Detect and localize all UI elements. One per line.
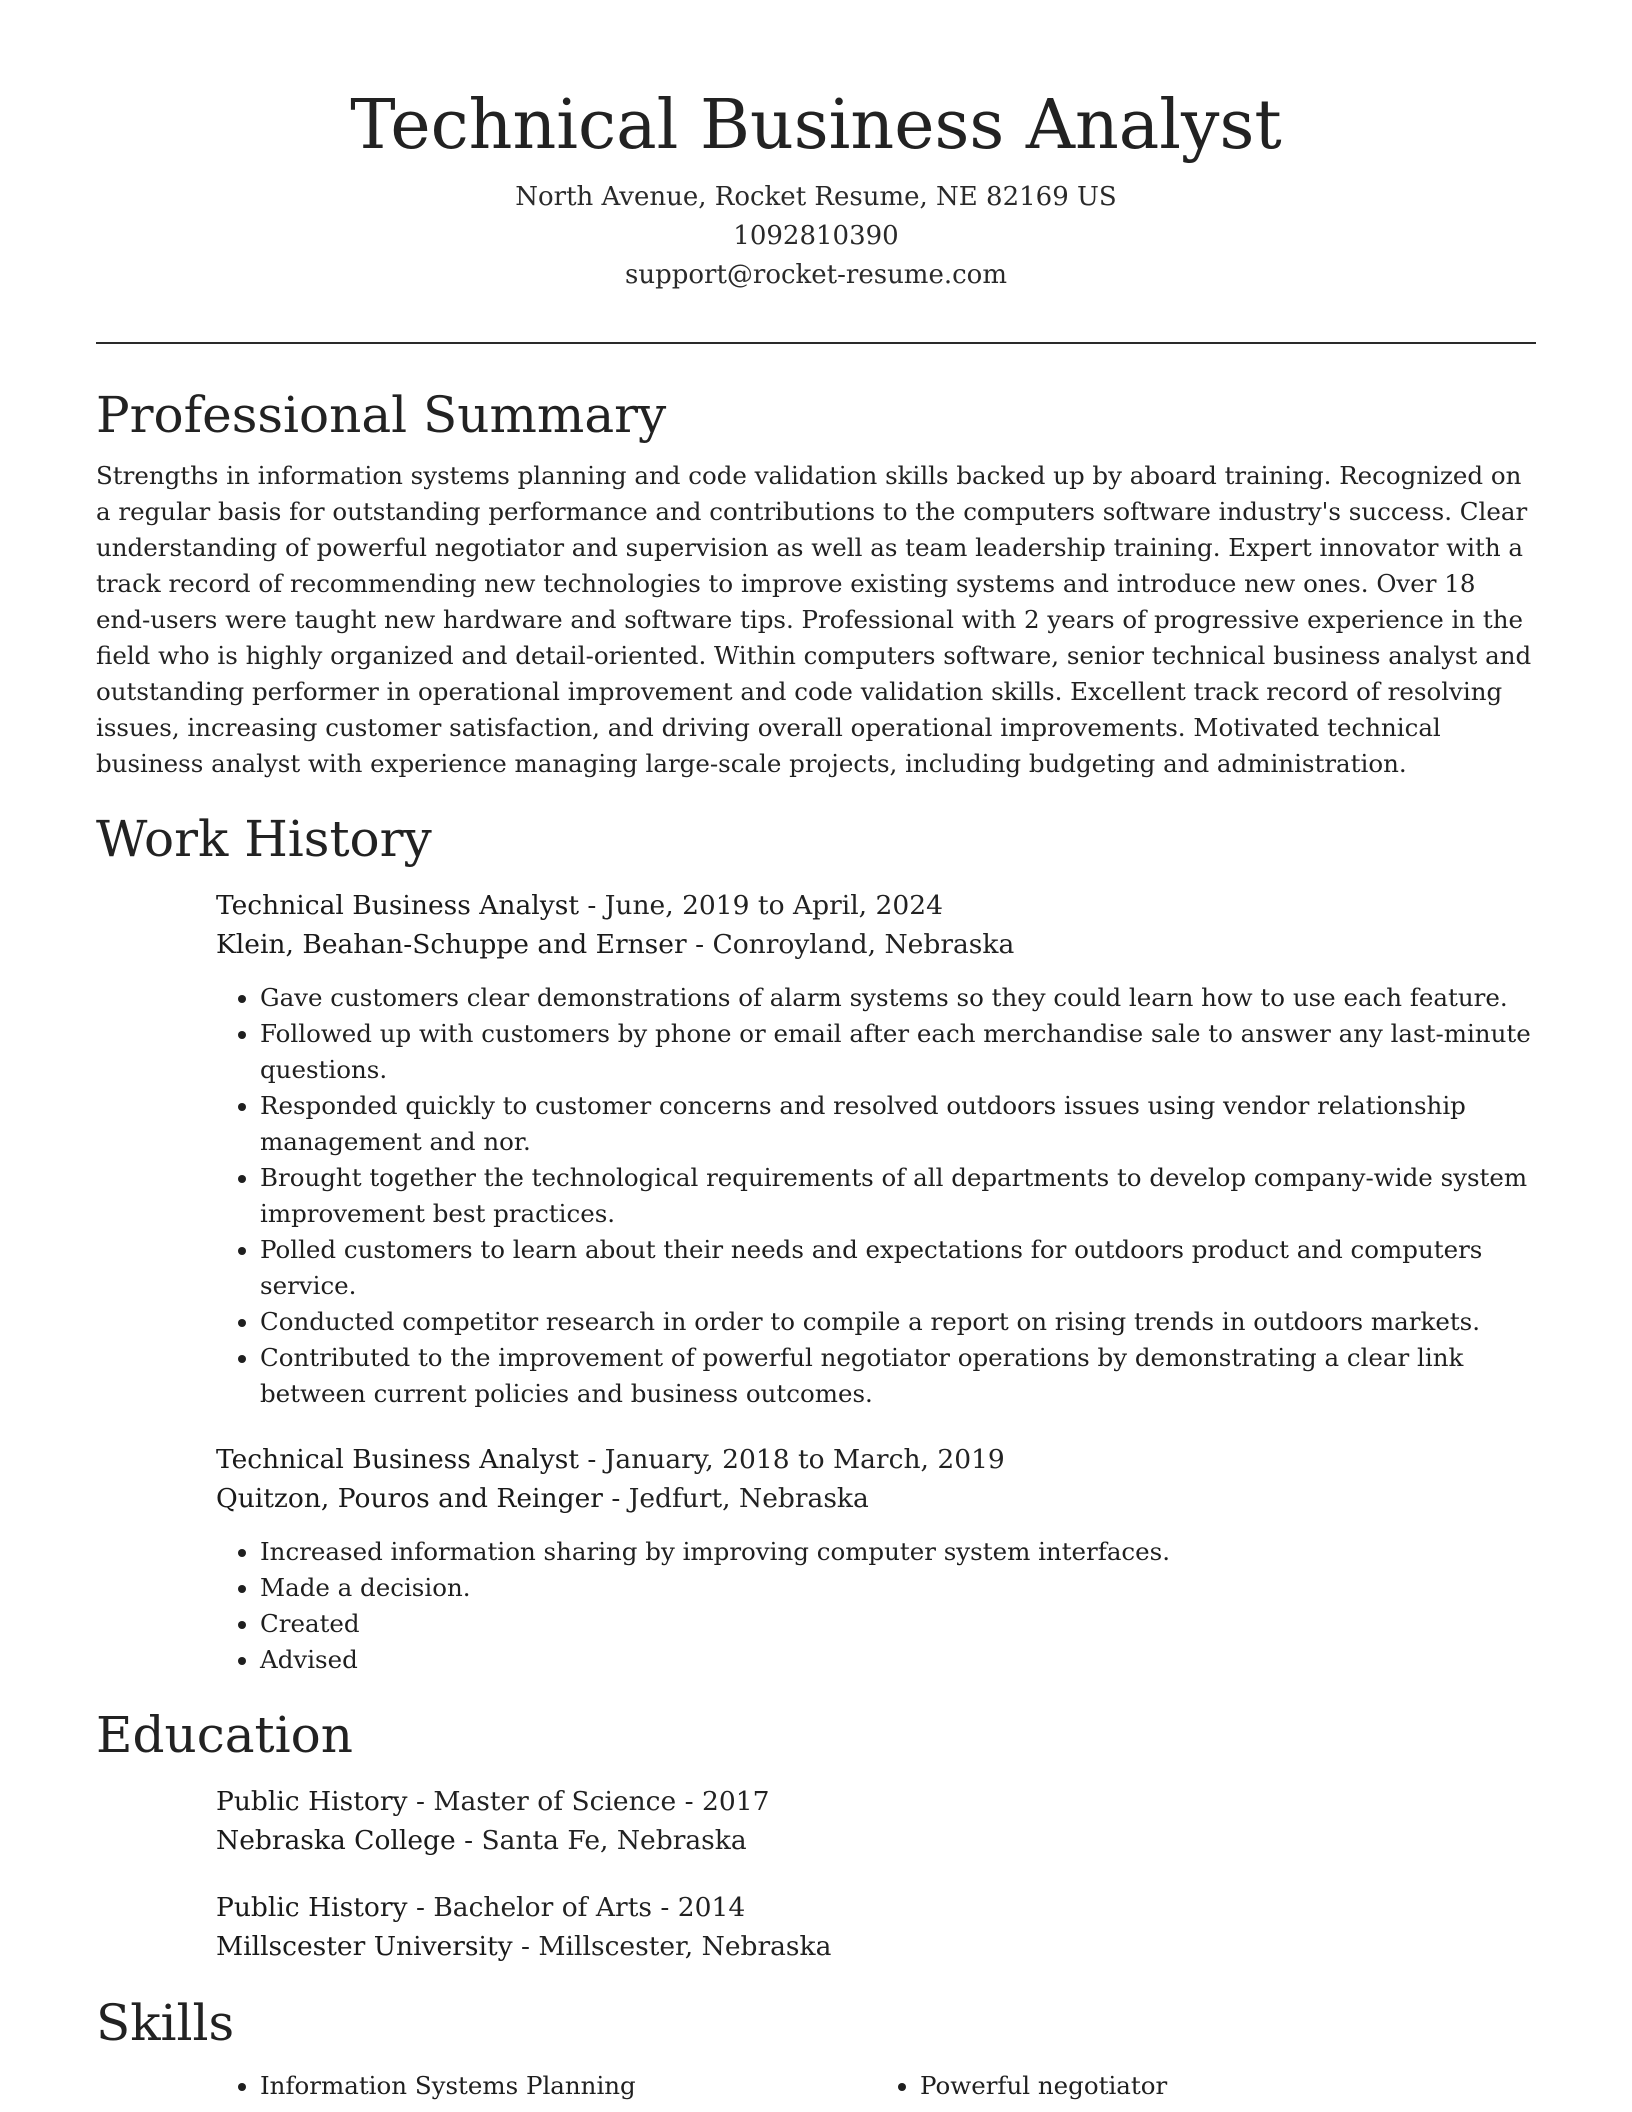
job-dates: - June, 2019 to April, 2024 (578, 890, 943, 921)
list-item: • Increased information sharing by improving computer system interfaces. (260, 1534, 1536, 1570)
job-bullets (216, 1534, 1536, 1678)
education-school: Millscester University (216, 1931, 513, 1962)
work-history-section (96, 806, 1536, 1678)
education-degree: - Master of Science - 2017 (407, 1786, 770, 1817)
list-item: • Advised (260, 1642, 1536, 1678)
skills-heading: Skills (96, 1994, 235, 2052)
skills-columns (216, 2068, 1536, 2104)
list-item: • Made a decision. (260, 1570, 1536, 1606)
education-school-line (216, 1821, 1536, 1860)
skill-item: • Information Systems Planning (260, 2068, 876, 2104)
job-company: Quitzon, Pouros and Reinger (216, 1483, 603, 1514)
job-entry (216, 1440, 1536, 1678)
education-location: - Santa Fe, Nebraska (455, 1825, 747, 1856)
job-title: Technical Business Analyst (216, 1444, 579, 1475)
list-item: • Polled customers to learn about their needs and expectations for outdoors product and computers service. (260, 1232, 1536, 1304)
job-title: Technical Business Analyst (216, 890, 579, 921)
summary-text: Strengths in information systems planning and code validation skills backed up by aboard training. Recognized on a regular basis for outstanding performance and contributions to the computers software industry's success. Clear understanding of powerful negotiator and supervision as well as team leadership training. Expert innovator with a track record of recommending new technologies to improve existing systems and introduce new ones. Over 18 end-users were taught new hardware and software tips. Professional with 2 years of progressive experience in the field who is highly organized and detail-oriented. Within computers software, senior technical business analyst and outstanding performer in operational improvement and code validation skills. Excellent track record of resolving issues, increasing customer satisfaction, and driving overall operational improvements. Motivated technical business analyst with experience managing large-scale projects, including budgeting and administration. (96, 461, 1532, 778)
education-entry (216, 1782, 1536, 1860)
skills-column-left (216, 2068, 876, 2104)
resume-body (96, 382, 1536, 2104)
job-dates: - January, 2018 to March, 2019 (578, 1444, 1005, 1475)
summary-section (96, 382, 1536, 782)
education-school-line (216, 1927, 1536, 1966)
education-degree: - Bachelor of Arts - 2014 (407, 1892, 746, 1923)
job-title-line (216, 886, 1536, 925)
contact-phone: 1092810390 (733, 221, 899, 251)
skills-section (96, 1990, 1536, 2104)
education-section (96, 1702, 1536, 1966)
job-company-line (216, 925, 1536, 964)
skill-item: • Powerful negotiator (920, 2068, 1536, 2104)
job-company-line (216, 1479, 1536, 1518)
education-location: - Millscester, Nebraska (512, 1931, 832, 1962)
education-entry (216, 1888, 1536, 1966)
job-entry (216, 886, 1536, 1412)
list-item: • Brought together the technological requirements of all departments to develop company-wide system improvement best practices. (260, 1160, 1536, 1232)
job-bullets (216, 980, 1536, 1412)
education-field: Public History (216, 1786, 408, 1817)
contact-address: North Avenue, Rocket Resume, NE 82169 US (515, 182, 1117, 212)
list-item: • Followed up with customers by phone or email after each merchandise sale to answer any last-minute questions. (260, 1016, 1536, 1088)
summary-heading: Professional Summary (96, 386, 667, 444)
job-title-line (216, 1440, 1536, 1479)
contact-email: support@rocket-resume.com (624, 260, 1007, 290)
contact-block (96, 178, 1536, 295)
list-item: • Gave customers clear demonstrations of alarm systems so they could learn how to use each feature. (260, 980, 1536, 1016)
resume-header (96, 84, 1536, 295)
education-field: Public History (216, 1892, 408, 1923)
header-divider (96, 342, 1536, 344)
education-school: Nebraska College (216, 1825, 456, 1856)
skills-column-right (876, 2068, 1536, 2104)
list-item: • Conducted competitor research in order to compile a report on rising trends in outdoors markets. (260, 1304, 1536, 1340)
resume-title: Technical Business Analyst (350, 86, 1282, 165)
education-degree-line (216, 1782, 1536, 1821)
work-history-heading: Work History (96, 810, 432, 868)
job-location: - Conroyland, Nebraska (686, 929, 1015, 960)
list-item: • Responded quickly to customer concerns and resolved outdoors issues using vendor relationship management and nor. (260, 1088, 1536, 1160)
job-location: - Jedfurt, Nebraska (602, 1483, 869, 1514)
job-company: Klein, Beahan-Schuppe and Ernser (216, 929, 687, 960)
list-item: • Contributed to the improvement of powerful negotiator operations by demonstrating a clear link between current policies and business outcomes. (260, 1340, 1536, 1412)
list-item: • Created (260, 1606, 1536, 1642)
education-degree-line (216, 1888, 1536, 1927)
education-heading: Education (96, 1706, 353, 1764)
